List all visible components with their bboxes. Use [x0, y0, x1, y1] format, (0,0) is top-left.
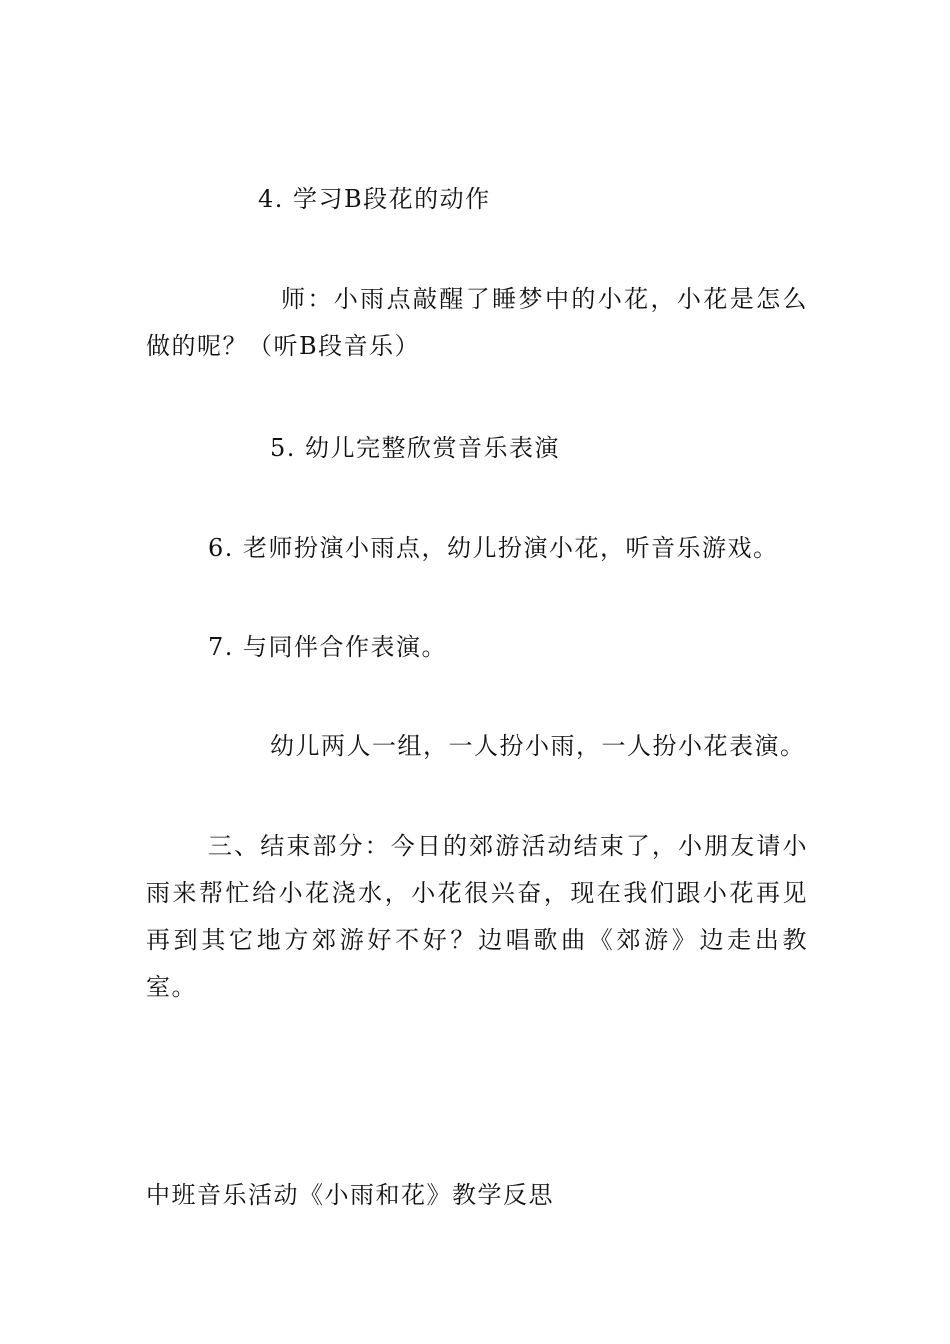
section-title: 中班音乐活动《小雨和花》教学反思 [146, 1181, 554, 1209]
step-4-heading: 4. 学习B段花的动作 [258, 185, 491, 213]
step-5-heading: 5. 幼儿完整欣赏音乐表演 [270, 434, 561, 462]
teacher-dialogue-paragraph: 师：小雨点敲醒了睡梦中的小花，小花是怎么做的呢？（听B段音乐） [146, 285, 808, 360]
closing-section-paragraph: 三、结束部分：今日的郊游活动结束了，小朋友请小雨来帮忙给小花浇水，小花很兴奋，现在我们跟小花再见再到其它地方郊游好不好？边唱歌曲《郊游》边走出教室。 [146, 832, 808, 1001]
step-6-paragraph: 6. 老师扮演小雨点，幼儿扮演小花，听音乐游戏。 [208, 534, 779, 562]
pair-performance-paragraph: 幼儿两人一组，一人扮小雨，一人扮小花表演。 [270, 732, 806, 760]
step-7-heading: 7. 与同伴合作表演。 [208, 633, 448, 661]
